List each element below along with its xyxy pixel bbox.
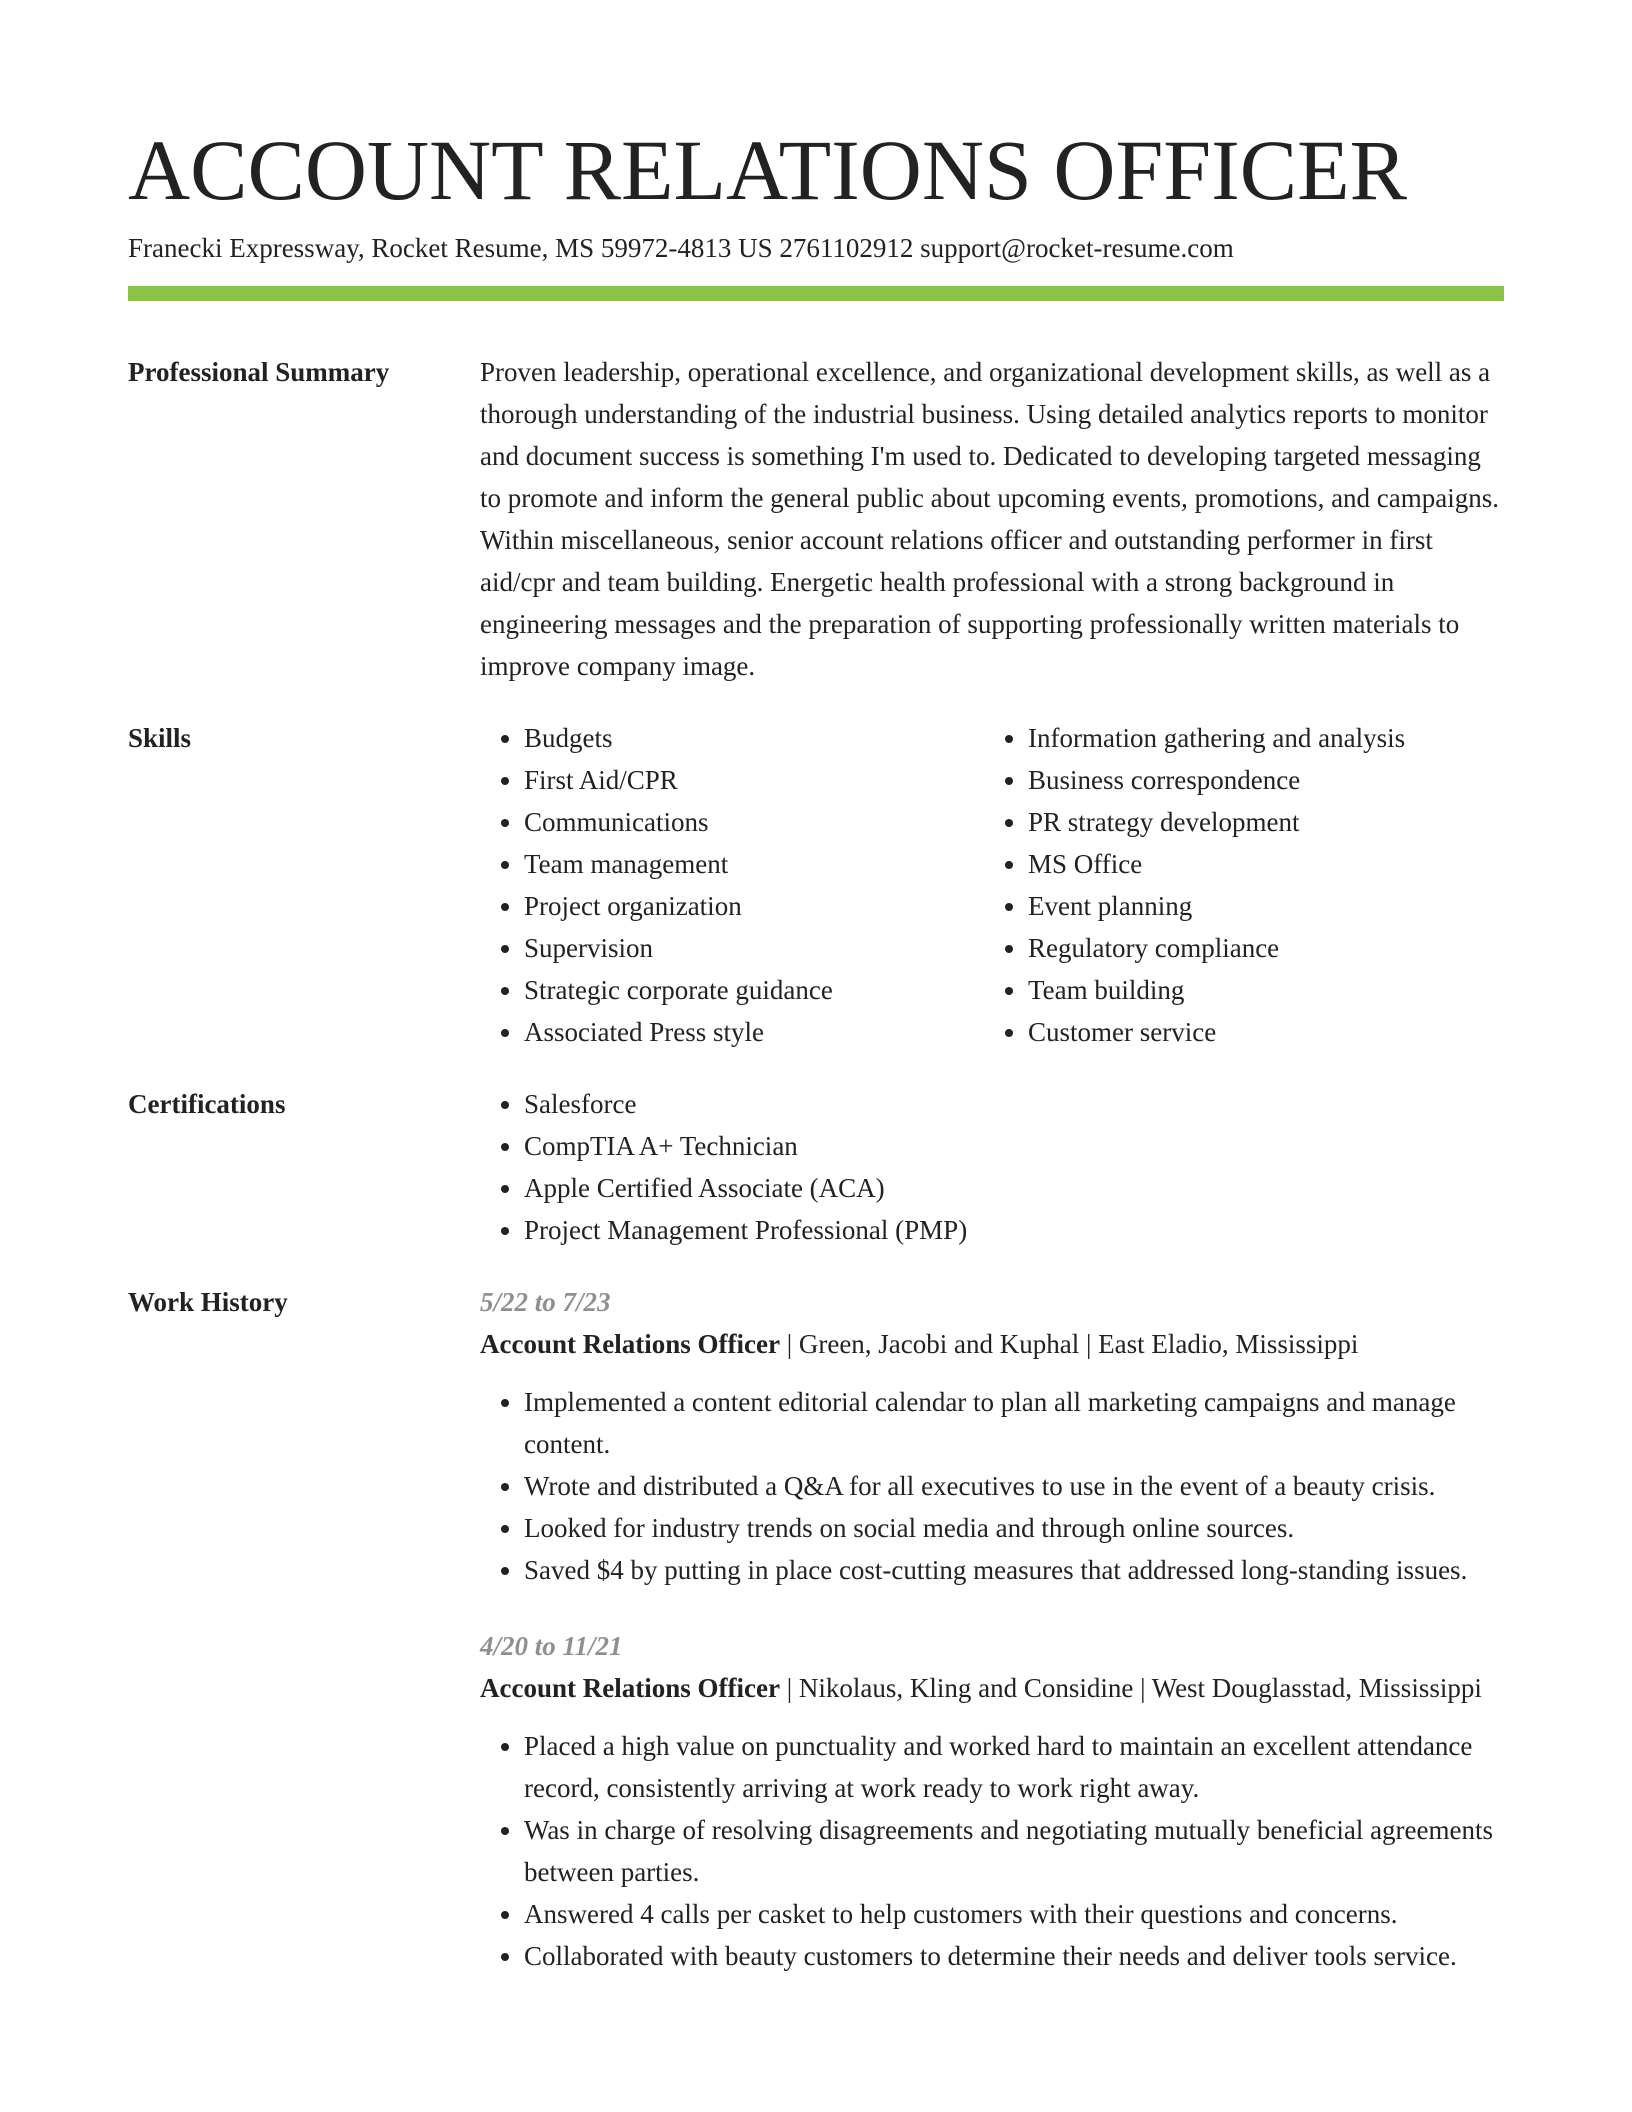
- summary-body: [480, 351, 1504, 687]
- skills-section: [128, 717, 1504, 1053]
- certifications-body: [480, 1083, 1504, 1251]
- summary-heading: Professional Summary: [128, 357, 390, 387]
- summary-text: Proven leadership, operational excellence, and organizational development skills, as well as a thorough understanding of the industrial business. Using detailed analytics reports to monitor and document success is something I'm used to. Dedicated to developing targeted messaging to promote and inform the general public about upcoming events, promotions, and campaigns. Within miscellaneous, senior account relations officer and outstanding performer in first aid/cpr and team building. Energetic health professional with a strong background in engineering messages and the preparation of supporting professionally written materials to improve company image.: [480, 357, 1500, 681]
- job-bullet: • Answered 4 calls per casket to help customers with their questions and concerns.: [524, 1893, 1504, 1935]
- certifications-heading: Certifications: [128, 1089, 286, 1119]
- skills-body: [480, 717, 1504, 1053]
- job-bullet: • Placed a high value on punctuality and worked hard to maintain an excellent attendance record, consistently arriving at work ready to work right away.: [524, 1725, 1504, 1809]
- skill-item: • Team building: [1028, 969, 1488, 1011]
- work-history-section: [128, 1281, 1504, 2011]
- skill-item: • PR strategy development: [1028, 801, 1488, 843]
- skill-item: • Regulatory compliance: [1028, 927, 1488, 969]
- certification-item: • CompTIA A+ Technician: [524, 1125, 1504, 1167]
- job-dates: 4/20 to 11/21: [480, 1631, 623, 1661]
- skill-item: • Supervision: [524, 927, 984, 969]
- job-title: Account Relations Officer: [480, 1673, 780, 1703]
- accent-divider: [128, 286, 1504, 301]
- skill-item: • Budgets: [524, 717, 984, 759]
- job-bullet: • Collaborated with beauty customers to determine their needs and deliver tools service.: [524, 1935, 1504, 1977]
- skills-list-left: [480, 717, 984, 1053]
- skills-column-right: [984, 717, 1488, 1053]
- job-bullet: • Saved $4 by putting in place cost-cutting measures that addressed long-standing issues.: [524, 1549, 1504, 1591]
- job-bullets: [480, 1381, 1504, 1591]
- certification-item: • Apple Certified Associate (ACA): [524, 1167, 1504, 1209]
- job-title: Account Relations Officer: [480, 1329, 780, 1359]
- job-employer-location: | Nikolaus, Kling and Considine | West Douglasstad, Mississippi: [779, 1673, 1482, 1703]
- job-bullet: • Implemented a content editorial calendar to plan all marketing campaigns and manage content.: [524, 1381, 1504, 1465]
- job-bullet: • Looked for industry trends on social media and through online sources.: [524, 1507, 1504, 1549]
- certification-item: • Project Management Professional (PMP): [524, 1209, 1504, 1251]
- job-entry: [480, 1625, 1504, 1977]
- resume-name: ACCOUNT RELATIONS OFFICER: [128, 122, 1407, 218]
- contact-email: support@rocket-resume.com: [920, 233, 1234, 263]
- certification-item: • Salesforce: [524, 1083, 1504, 1125]
- skill-item: • Project organization: [524, 885, 984, 927]
- job-entry: [480, 1281, 1504, 1591]
- contact-phone: 2761102912: [779, 233, 914, 263]
- job-bullet: • Wrote and distributed a Q&A for all executives to use in the event of a beauty crisis.: [524, 1465, 1504, 1507]
- skill-item: • Associated Press style: [524, 1011, 984, 1053]
- job-dates: 5/22 to 7/23: [480, 1287, 611, 1317]
- skill-item: • MS Office: [1028, 843, 1488, 885]
- skill-item: • Information gathering and analysis: [1028, 717, 1488, 759]
- contact-line: [128, 230, 1504, 266]
- certifications-list: [480, 1083, 1504, 1251]
- job-heading: [480, 1323, 1504, 1365]
- summary-section: [128, 351, 1504, 687]
- skills-list-right: [984, 717, 1488, 1053]
- job-bullets: [480, 1725, 1504, 1977]
- work-history-heading: Work History: [128, 1287, 288, 1317]
- certifications-section: [128, 1083, 1504, 1251]
- skill-item: • Customer service: [1028, 1011, 1488, 1053]
- work-history-body: [480, 1281, 1504, 2011]
- job-bullet: • Was in charge of resolving disagreements and negotiating mutually beneficial agreements between parties.: [524, 1809, 1504, 1893]
- skill-item: • Business correspondence: [1028, 759, 1488, 801]
- skill-item: • Strategic corporate guidance: [524, 969, 984, 1011]
- skill-item: • Team management: [524, 843, 984, 885]
- skills-column-left: [480, 717, 984, 1053]
- skill-item: • Event planning: [1028, 885, 1488, 927]
- skill-item: • First Aid/CPR: [524, 759, 984, 801]
- contact-address: Franecki Expressway, Rocket Resume, MS 59972-4813 US: [128, 233, 773, 263]
- job-employer-location: | Green, Jacobi and Kuphal | East Eladio, Mississippi: [779, 1329, 1359, 1359]
- skills-heading: Skills: [128, 723, 192, 753]
- skill-item: • Communications: [524, 801, 984, 843]
- resume-page: [128, 120, 1504, 2011]
- job-heading: [480, 1667, 1504, 1709]
